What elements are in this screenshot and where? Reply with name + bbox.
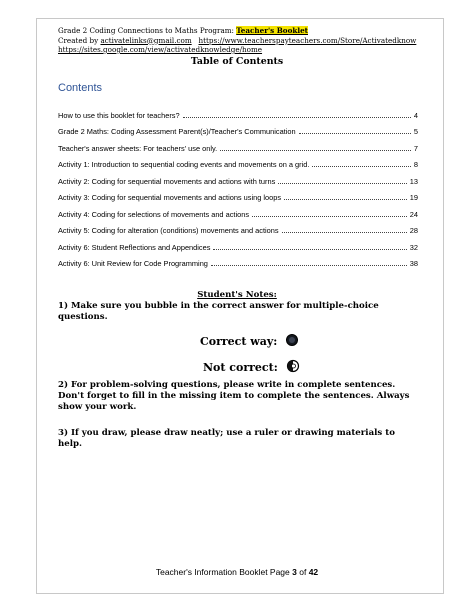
toc-entry-page: 38 <box>409 259 418 268</box>
toc-entry-page: 19 <box>409 193 418 202</box>
toc-leader <box>284 199 407 200</box>
toc-entry[interactable] <box>58 252 418 269</box>
created-by-label: Created by <box>58 35 99 45</box>
footer-prefix: Teacher's Information Booklet Page <box>155 567 293 577</box>
email-link[interactable]: activatelinks@gmail.com <box>100 35 192 45</box>
toc-leader <box>299 133 411 134</box>
incorrect-way-example <box>203 359 300 376</box>
toc-entry-title: How to use this booklet for teachers? <box>58 110 180 120</box>
note-point-3: 3) If you draw, please draw neatly; use a ruler or drawing materials to help. <box>58 428 395 449</box>
toc-entry-page: 32 <box>409 242 418 252</box>
toc-leader <box>252 216 407 217</box>
toc-entry-title: Activity 3: Coding for sequential movements and actions using loops <box>58 193 282 202</box>
toc-entry-title: Grade 2 Maths: Coding Assessment Parent(s)/Teacher's Communication <box>58 127 296 136</box>
toc-entry-title: Activity 2: Coding for sequential movements and actions with turns <box>58 176 276 186</box>
google-site-link[interactable]: https://sites.google.com/view/activatedknowledge/home <box>58 45 263 54</box>
program-title: Grade 2 Coding Connections to Maths Program: <box>58 26 237 35</box>
toc-entry-title: Teacher's answer sheets: For teachers' use only. <box>58 143 218 153</box>
toc-entry[interactable] <box>58 202 418 219</box>
footer-of: of <box>296 567 309 577</box>
toc-entry-page: 8 <box>413 160 418 169</box>
filled-bubble-icon <box>285 333 299 350</box>
toc-entry-title: Activity 6: Unit Review for Code Programming <box>58 259 208 268</box>
footer-total-pages: 42 <box>308 567 319 577</box>
incorrect-way-label: Not correct: <box>203 361 278 374</box>
header-line-2 <box>58 36 428 46</box>
contents-heading: Contents <box>58 82 103 94</box>
header-line-3 <box>58 45 428 55</box>
toc-entry-page: 5 <box>413 127 418 136</box>
booklet-title-highlight: Teacher's Booklet <box>236 26 308 35</box>
toc-entry[interactable] <box>58 103 418 120</box>
toc-entry[interactable] <box>58 120 418 137</box>
toc-entry-title: Activity 6: Student Reflections and Appendices <box>58 242 211 252</box>
note-point-2: 2) For problem-solving questions, please write in complete sentences. Don't forget to fill in the missing item to complete the sentences. Always show your work. <box>58 380 410 412</box>
toc-entry-page: 13 <box>409 176 418 186</box>
toc-entry[interactable] <box>58 153 418 170</box>
toc-entry-page: 4 <box>413 110 418 120</box>
toc-leader <box>213 249 406 250</box>
footer-page-number: 3 <box>292 567 297 577</box>
toc-title: Table of Contents <box>190 56 284 67</box>
toc-leader <box>278 183 406 184</box>
toc-entry[interactable] <box>58 235 418 252</box>
correct-way-example <box>200 333 299 350</box>
toc-entry[interactable] <box>58 219 418 236</box>
correct-way-label: Correct way: <box>200 335 278 348</box>
toc-entry-title: Activity 4: Coding for selections of movements and actions <box>58 209 250 219</box>
toc-entry-title: Activity 1: Introduction to sequential coding events and movements on a grid. <box>58 160 310 169</box>
toc-leader <box>211 265 407 266</box>
toc-leader <box>220 150 411 151</box>
toc-entry[interactable] <box>58 136 418 153</box>
table-of-contents <box>58 103 418 268</box>
header-line-1 <box>58 26 428 36</box>
toc-entry[interactable] <box>58 186 418 203</box>
toc-entry-page: 24 <box>409 209 418 219</box>
document-header <box>58 26 428 55</box>
toc-entry-page: 7 <box>413 143 418 153</box>
toc-entry[interactable] <box>58 169 418 186</box>
page-footer <box>0 567 474 577</box>
toc-leader <box>282 232 407 233</box>
students-notes-title: Student's Notes: <box>197 290 277 300</box>
tpt-store-link[interactable]: https://www.teacherspayteachers.com/Store/Activatedknow <box>198 35 417 45</box>
toc-entry-page: 28 <box>409 226 418 235</box>
note-point-1: 1) Make sure you bubble in the correct answer for multiple-choice questions. <box>58 301 379 322</box>
toc-entry-title: Activity 5: Coding for alteration (conditions) movements and actions <box>58 226 279 235</box>
toc-leader <box>183 117 411 118</box>
toc-leader <box>312 166 410 167</box>
partial-bubble-icon <box>286 359 300 376</box>
